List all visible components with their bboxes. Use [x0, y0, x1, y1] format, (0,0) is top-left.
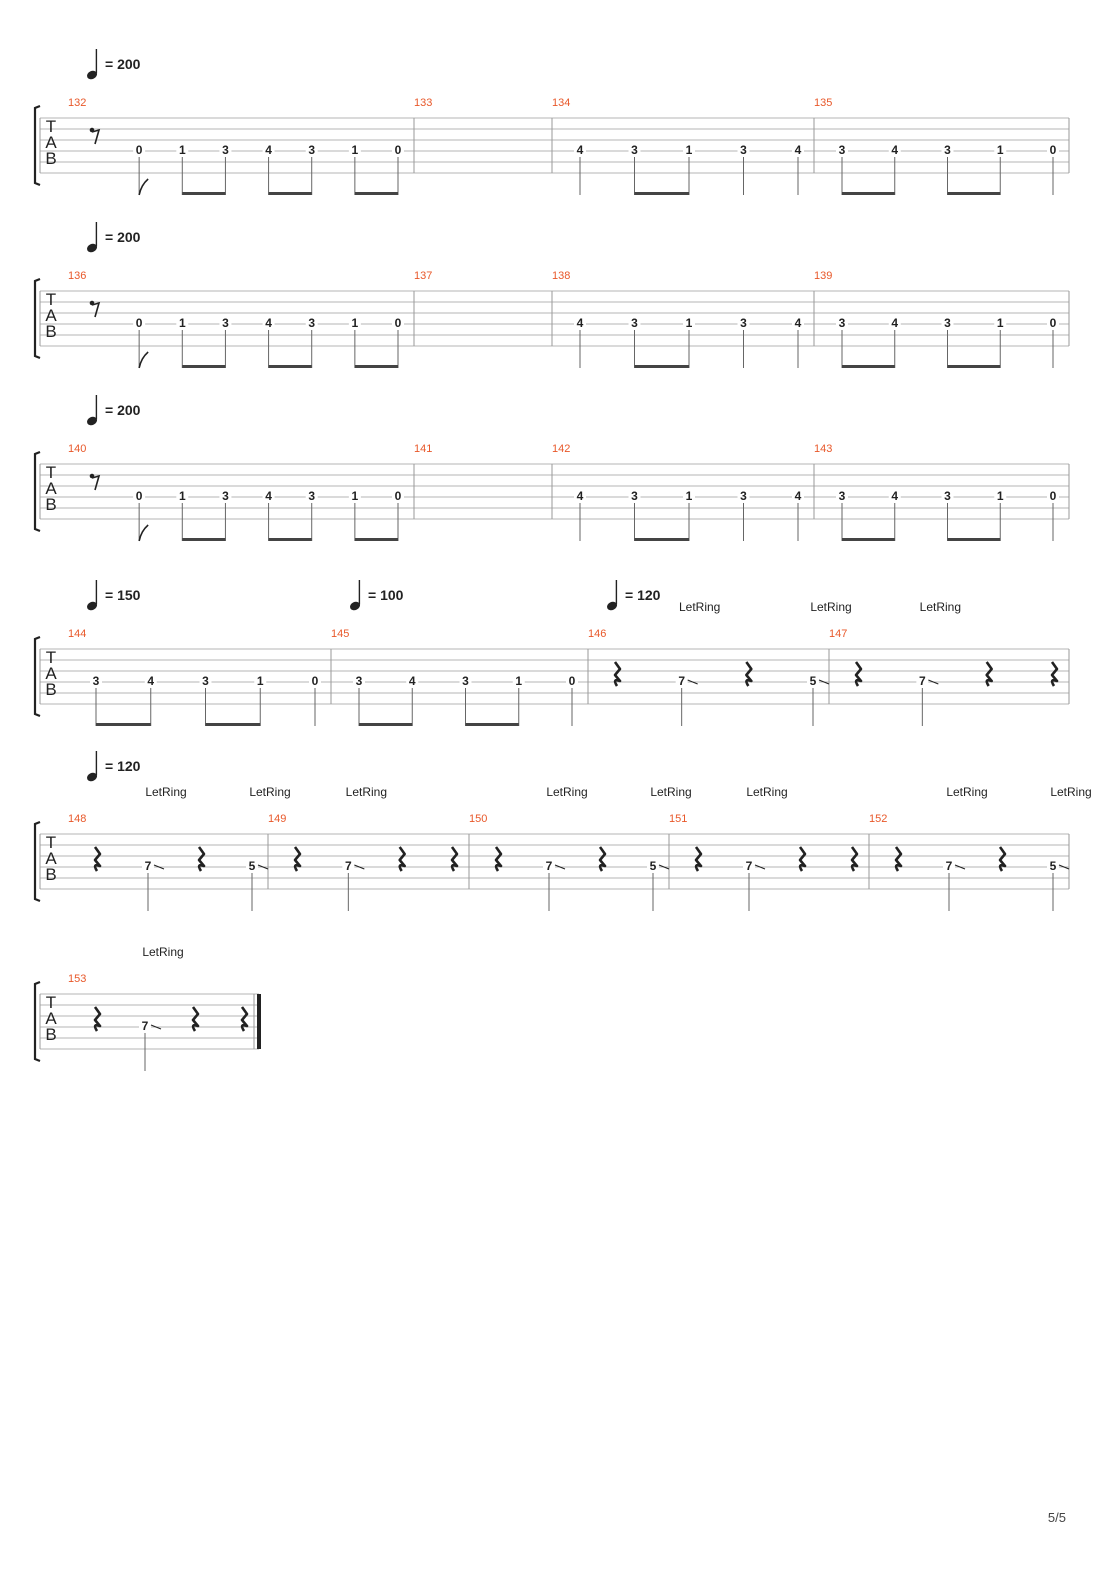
tab-clef-letter: A — [45, 849, 57, 868]
measure — [869, 785, 1092, 911]
measure-number: 139 — [814, 270, 833, 282]
tab-clef-letter: A — [45, 664, 57, 683]
beam — [948, 365, 1001, 368]
fret-number: 7 — [141, 1019, 149, 1033]
beam — [182, 192, 225, 195]
fret-number: 3 — [740, 489, 747, 503]
fret-number: 5 — [809, 674, 817, 688]
fret-number: 1 — [996, 143, 1004, 157]
beam — [269, 538, 312, 541]
measure — [814, 97, 1059, 195]
tab-clef-letter: T — [45, 117, 57, 136]
beam — [948, 538, 1001, 541]
let-ring-label: LetRing — [678, 600, 721, 614]
eighth-flag — [139, 525, 148, 541]
let-ring-label: LetRing — [249, 785, 291, 799]
fret-number: 1 — [685, 143, 693, 157]
measure — [469, 785, 692, 911]
fret-number: 5 — [248, 859, 256, 873]
eighth-rest — [90, 474, 99, 490]
system-bracket — [35, 637, 40, 716]
quarter-note-icon — [349, 580, 362, 612]
measure — [68, 785, 291, 911]
fret-number: 3 — [308, 143, 316, 157]
fret-number: 1 — [178, 489, 186, 503]
measure — [68, 628, 321, 726]
measure-number: 141 — [414, 443, 433, 455]
system-bracket — [35, 822, 40, 901]
fret-number: 0 — [394, 489, 402, 503]
quarter-note-icon — [86, 395, 99, 427]
measure-number: 135 — [814, 97, 833, 109]
tab-clef-letter: A — [45, 306, 57, 325]
fret-number: 1 — [351, 316, 359, 330]
page-number: 5/5 — [1047, 1510, 1066, 1525]
measure-number: 143 — [814, 443, 833, 455]
beam — [842, 538, 895, 541]
measure — [331, 628, 578, 726]
measure-number: 150 — [469, 813, 488, 825]
measure — [814, 270, 1059, 368]
tab-system — [35, 945, 261, 1071]
fret-number: 7 — [945, 859, 953, 873]
tempo-marking: = 200 — [105, 402, 141, 418]
fret-number: 4 — [891, 316, 899, 330]
fret-number: 1 — [996, 316, 1004, 330]
measure-number: 140 — [68, 443, 87, 455]
tab-system — [35, 580, 1069, 726]
fret-number: 3 — [740, 316, 747, 330]
tempo-marking: = 120 — [625, 587, 661, 603]
tab-clef-letter: A — [45, 133, 57, 152]
tab-system — [35, 395, 1069, 541]
measure-number: 151 — [669, 813, 688, 825]
measure-number: 137 — [414, 270, 433, 282]
beam — [635, 365, 690, 368]
fret-number: 0 — [568, 674, 576, 688]
fret-number: 7 — [745, 859, 753, 873]
fret-number: 7 — [678, 674, 686, 688]
fret-number: 3 — [944, 143, 951, 157]
eighth-flag — [139, 179, 148, 195]
tab-clef-letter: A — [45, 479, 57, 498]
beam — [206, 723, 261, 726]
quarter-note-icon — [86, 222, 99, 254]
fret-number: 3 — [631, 316, 638, 330]
tab-clef-letter: T — [45, 648, 57, 667]
measure — [829, 600, 1057, 726]
fret-number: 3 — [631, 489, 638, 503]
tab-clef-letter: T — [45, 290, 57, 309]
tab-clef-letter: B — [45, 495, 57, 514]
measure-number: 132 — [68, 97, 87, 109]
measure — [414, 270, 432, 282]
let-ring-label: LetRing — [746, 785, 788, 799]
fret-number: 3 — [222, 316, 229, 330]
measure-number: 147 — [829, 628, 848, 640]
let-ring-label: LetRing — [142, 945, 184, 959]
fret-number: 1 — [351, 489, 359, 503]
fret-number: 1 — [515, 674, 523, 688]
fret-number: 3 — [222, 489, 229, 503]
beam — [182, 365, 225, 368]
fret-number: 1 — [685, 489, 693, 503]
measure-number: 145 — [331, 628, 350, 640]
let-ring-label: LetRing — [345, 785, 388, 799]
final-barline-thick — [257, 994, 261, 1049]
measure — [588, 600, 852, 726]
measure-number: 144 — [68, 628, 87, 640]
tab-clef-letter: T — [45, 993, 57, 1012]
measure — [68, 443, 404, 541]
fret-number: 3 — [202, 674, 209, 688]
measure-number: 134 — [552, 97, 571, 109]
fret-number: 3 — [838, 489, 846, 503]
fret-number: 3 — [944, 489, 951, 503]
measure — [814, 443, 1059, 541]
let-ring-label: LetRing — [810, 600, 852, 614]
beam — [355, 192, 398, 195]
fret-number: 7 — [918, 674, 926, 688]
system-bracket — [35, 279, 40, 358]
fret-number: 0 — [394, 316, 402, 330]
beam — [635, 192, 690, 195]
fret-number: 1 — [685, 316, 693, 330]
measure — [552, 443, 804, 541]
fret-number: 4 — [265, 316, 272, 330]
measure-number: 136 — [68, 270, 87, 282]
tempo-marking: = 120 — [105, 758, 141, 774]
quarter-note-icon — [86, 751, 99, 783]
fret-number: 3 — [838, 316, 846, 330]
fret-number: 1 — [996, 489, 1004, 503]
measure — [68, 270, 404, 368]
fret-number: 3 — [308, 316, 316, 330]
fret-number: 0 — [135, 316, 143, 330]
fret-number: 4 — [891, 143, 899, 157]
tab-clef-letter: B — [45, 322, 57, 341]
system-bracket — [35, 106, 40, 185]
tab-system — [35, 49, 1069, 195]
fret-number: 0 — [394, 143, 402, 157]
beam — [635, 538, 690, 541]
tempo-marking: = 150 — [105, 587, 141, 603]
beam — [269, 365, 312, 368]
tab-clef-letter: T — [45, 463, 57, 482]
beam — [355, 365, 398, 368]
fret-number: 3 — [740, 143, 747, 157]
measure-number: 149 — [268, 813, 287, 825]
fret-number: 7 — [545, 859, 553, 873]
measure — [68, 97, 404, 195]
measure-number: 138 — [552, 270, 571, 282]
measure — [669, 785, 857, 911]
tab-clef-letter: T — [45, 833, 57, 852]
tab-clef-letter: A — [45, 1009, 57, 1028]
fret-number: 3 — [462, 674, 469, 688]
tab-clef-letter: B — [45, 865, 57, 884]
fret-number: 4 — [576, 316, 584, 330]
fret-number: 4 — [265, 143, 272, 157]
measure-number: 152 — [869, 813, 888, 825]
let-ring-label: LetRing — [919, 600, 962, 614]
fret-number: 0 — [1049, 143, 1057, 157]
fret-number: 0 — [135, 143, 143, 157]
fret-number: 3 — [944, 316, 951, 330]
beam — [359, 723, 412, 726]
measure — [414, 97, 432, 109]
fret-number: 7 — [144, 859, 152, 873]
fret-number: 4 — [891, 489, 899, 503]
fret-number: 4 — [794, 489, 802, 503]
fret-number: 5 — [1049, 859, 1057, 873]
tab-clef-letter: B — [45, 1025, 57, 1044]
fret-number: 1 — [178, 143, 186, 157]
let-ring-label: LetRing — [546, 785, 588, 799]
measure-number: 146 — [588, 628, 607, 640]
fret-number: 1 — [351, 143, 359, 157]
measure — [414, 443, 432, 455]
fret-number: 4 — [794, 316, 802, 330]
fret-number: 3 — [308, 489, 316, 503]
tab-system — [35, 751, 1092, 911]
tempo-marking: = 100 — [368, 587, 404, 603]
quarter-note-icon — [606, 580, 619, 612]
fret-number: 4 — [576, 143, 584, 157]
fret-number: 4 — [408, 674, 416, 688]
eighth-rest — [90, 301, 99, 317]
fret-number: 0 — [1049, 316, 1057, 330]
fret-number: 3 — [92, 674, 100, 688]
eighth-rest — [90, 128, 99, 144]
beam — [355, 538, 398, 541]
let-ring-label: LetRing — [946, 785, 988, 799]
fret-number: 3 — [222, 143, 229, 157]
tempo-marking: = 200 — [105, 56, 141, 72]
fret-number: 3 — [631, 143, 638, 157]
measure-number: 142 — [552, 443, 571, 455]
beam — [182, 538, 225, 541]
fret-number: 4 — [265, 489, 272, 503]
eighth-flag — [139, 352, 148, 368]
fret-number: 0 — [135, 489, 143, 503]
tab-clef-letter: B — [45, 680, 57, 699]
beam — [948, 192, 1001, 195]
tab-clef-letter: B — [45, 149, 57, 168]
measure-number: 153 — [68, 973, 87, 985]
tab-system — [35, 222, 1069, 368]
measure-number: 148 — [68, 813, 87, 825]
fret-number: 5 — [649, 859, 657, 873]
quarter-note-icon — [86, 49, 99, 81]
fret-number: 0 — [311, 674, 319, 688]
measure — [68, 945, 247, 1071]
let-ring-label: LetRing — [1050, 785, 1092, 799]
measure — [552, 97, 804, 195]
fret-number: 0 — [1049, 489, 1057, 503]
system-bracket — [35, 452, 40, 531]
tempo-marking: = 200 — [105, 229, 141, 245]
fret-number: 3 — [355, 674, 363, 688]
fret-number: 4 — [576, 489, 584, 503]
beam — [269, 192, 312, 195]
fret-number: 7 — [344, 859, 352, 873]
fret-number: 1 — [256, 674, 264, 688]
fret-number: 4 — [794, 143, 802, 157]
beam — [466, 723, 519, 726]
measure — [552, 270, 804, 368]
measure — [268, 785, 457, 911]
let-ring-label: LetRing — [650, 785, 692, 799]
let-ring-label: LetRing — [145, 785, 187, 799]
beam — [842, 365, 895, 368]
fret-number: 1 — [178, 316, 186, 330]
measure-number: 133 — [414, 97, 433, 109]
system-bracket — [35, 982, 40, 1061]
quarter-note-icon — [86, 580, 99, 612]
fret-number: 4 — [147, 674, 155, 688]
beam — [96, 723, 151, 726]
fret-number: 3 — [838, 143, 846, 157]
beam — [842, 192, 895, 195]
